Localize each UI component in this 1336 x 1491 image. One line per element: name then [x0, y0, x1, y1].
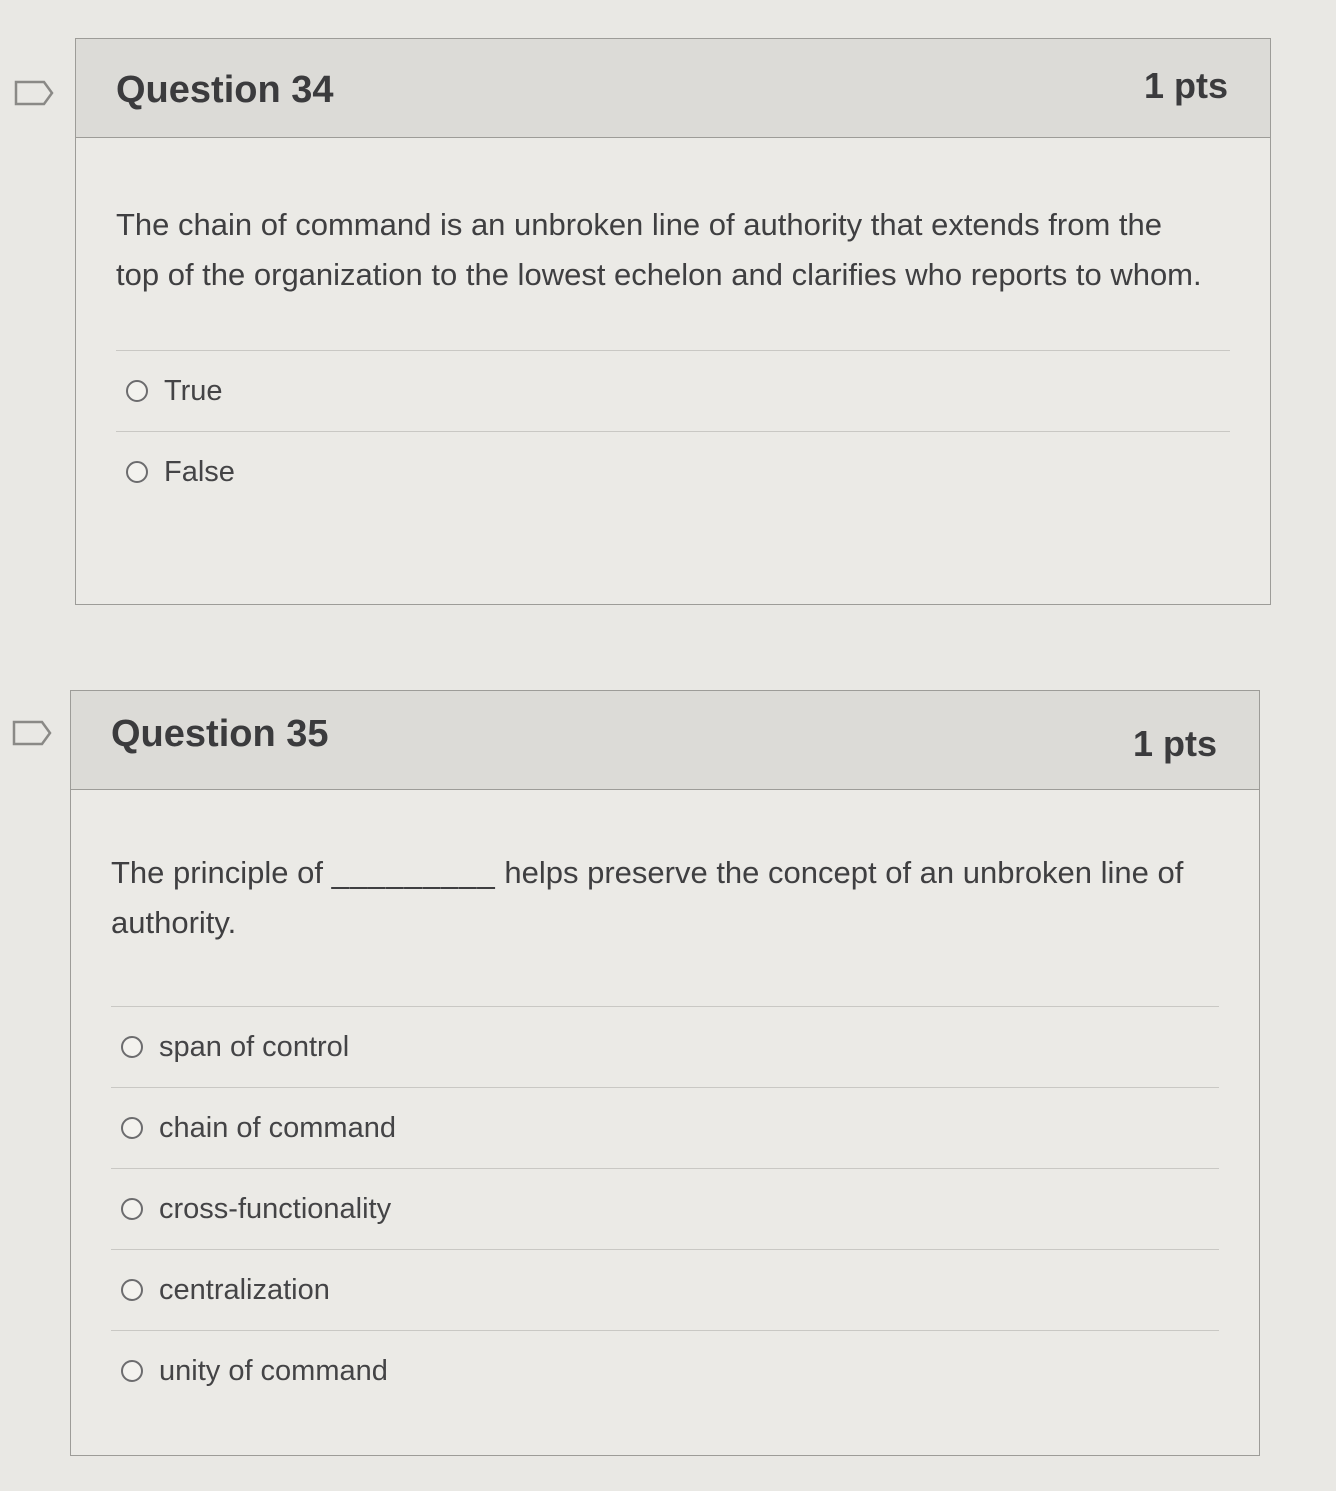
question-35 — [70, 690, 1260, 1456]
answer-option[interactable] — [111, 1169, 1219, 1250]
radio-button[interactable] — [121, 1117, 143, 1139]
answer-option[interactable] — [111, 1250, 1219, 1331]
question-34 — [75, 38, 1271, 605]
answer-option[interactable] — [111, 1007, 1219, 1088]
answer-option[interactable] — [111, 1088, 1219, 1169]
question-text-before: The principle of — [111, 855, 323, 890]
answer-label: span of control — [159, 1030, 350, 1063]
question-text: The chain of command is an unbroken line of authority that extends from the top of the organization to the lowest echelon and clarifies who reports to whom. — [116, 207, 1202, 292]
radio-button[interactable] — [126, 380, 148, 402]
question-title: Question 34 — [116, 69, 334, 111]
radio-button[interactable] — [121, 1360, 143, 1382]
question-text — [111, 848, 1219, 948]
radio-button[interactable] — [121, 1198, 143, 1220]
question-points: 1 pts — [1132, 723, 1217, 764]
answer-label: unity of command — [159, 1354, 388, 1387]
answer-list — [111, 1006, 1219, 1411]
radio-button[interactable] — [126, 461, 148, 483]
fill-in-blank: _________ — [331, 855, 496, 890]
question-points: 1 pts — [1143, 65, 1228, 106]
question-header — [71, 691, 1259, 790]
answer-label: chain of command — [159, 1111, 396, 1144]
question-header — [76, 39, 1270, 138]
answer-label: False — [164, 455, 235, 488]
answer-label: centralization — [159, 1273, 330, 1306]
answer-option[interactable] — [111, 1331, 1219, 1411]
answer-label: cross-functionality — [159, 1192, 392, 1225]
radio-button[interactable] — [121, 1036, 143, 1058]
answer-list — [116, 350, 1230, 512]
flag-question-icon[interactable] — [14, 80, 54, 106]
flag-question-icon[interactable] — [12, 720, 52, 746]
question-title: Question 35 — [111, 713, 329, 755]
answer-option-true[interactable] — [116, 351, 1230, 432]
answer-label: True — [164, 374, 223, 407]
question-text-after: helps preserve the concept of an unbroken line of authority. — [111, 855, 1184, 940]
radio-button[interactable] — [121, 1279, 143, 1301]
answer-option-false[interactable] — [116, 432, 1230, 512]
